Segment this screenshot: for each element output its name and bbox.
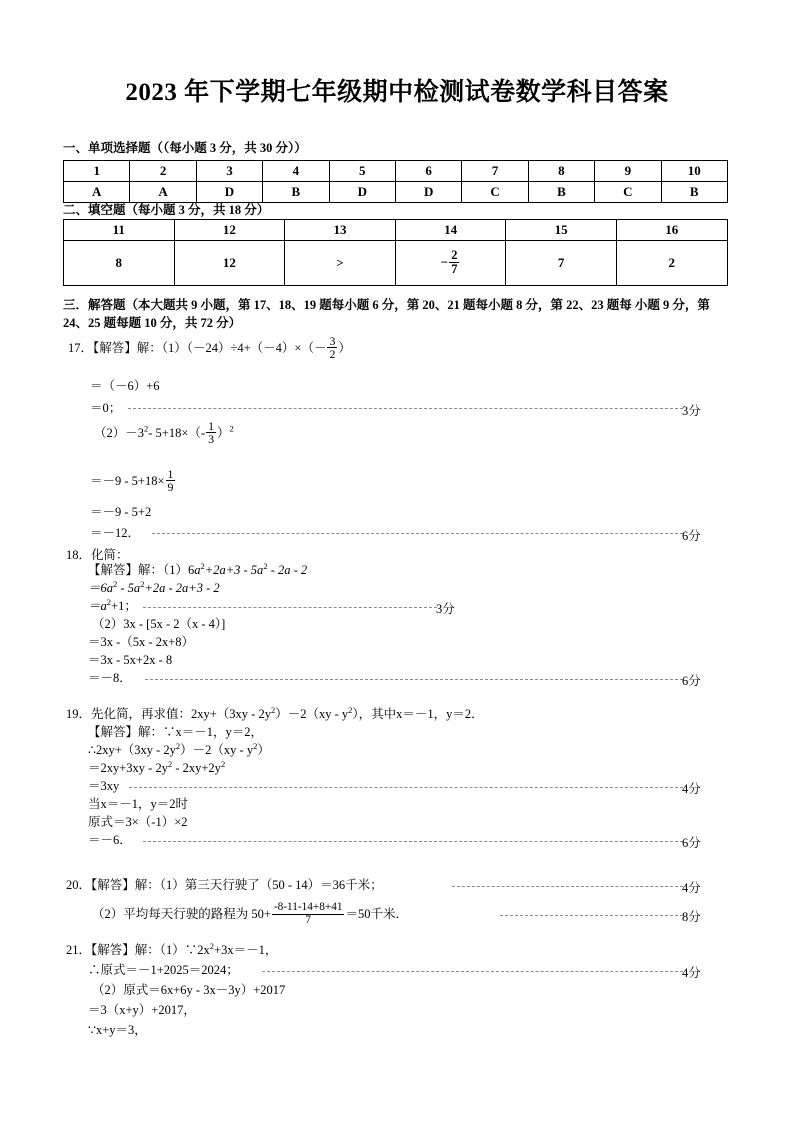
text: ）－2（xy - y [275,707,349,721]
table-cell-fraction [395,241,506,286]
choice-answer-table [63,160,728,203]
exponent: 2 [144,423,149,434]
table-cell: 8 [64,241,175,286]
table-cell: 3 [196,161,262,182]
table-cell: 12 [174,241,285,286]
text: ＝－9 - 5+18× [90,473,165,488]
q17-score-6: 6分 [682,529,701,543]
fraction-denominator: 3 [208,432,215,447]
q17-line-6: ＝－9 - 5+2 [90,505,152,519]
leader-rule [500,915,683,917]
exponent: 2 [270,704,276,715]
section-heading-choice: 一、单项选择题（（每小题 3 分，共 30 分）） [63,141,307,155]
table-cell: 8 [528,161,594,182]
q21-line-4: ＝3（x+y）+2017， [88,1003,196,1017]
leader-rule [145,679,683,681]
solve-heading-line2: 小题 9 分，第 24、25 题每题 10 分，共 72 分） [63,298,710,330]
q17-line-1 [68,336,351,362]
exponent: 2 [140,578,145,589]
table-cell: > [285,241,396,286]
table-cell: 16 [616,220,727,241]
text: ＝6a [88,581,114,595]
fraction [166,468,176,494]
q17-line-7: ＝－12． [90,526,141,540]
table-cell: D [196,182,262,203]
text: 19．先化简，再求值：2xy+（3xy - 2y [66,707,271,721]
table-cell: D [329,182,395,203]
exponent: 2 [200,560,205,571]
fraction [272,902,345,927]
q20-score-4: 4分 [682,881,701,895]
q19-line-4: ＝3xy [88,779,120,793]
table-cell: A [64,182,130,203]
q19-line-1: 【解答】解：∵x＝－1，y＝2， [88,725,264,739]
exponent: 2 [113,578,118,589]
table-cell: D [395,182,461,203]
text: +2a - 2a+3 - 2 [144,581,220,595]
table-cell: 12 [174,220,285,241]
text: +1； [111,599,137,613]
text: ） [257,743,270,757]
fraction-denominator: 2 [329,347,336,362]
table-row-blank-answers [64,241,728,286]
fraction-denominator: 9 [167,480,174,495]
q21-line-2: ∴原式＝－1+2025＝2024； [88,963,239,977]
text: ），其中x＝－1，y＝2． [352,707,484,721]
exponent: 2 [253,740,258,751]
q19-line-7: ＝－6． [88,833,132,847]
table-cell: 2 [130,161,196,182]
q19-score-4: 4分 [682,782,701,796]
table-cell: 7 [462,161,528,182]
q18-line-3 [88,596,137,614]
fraction-numerator: 3 [329,334,336,348]
exponent: 2 [175,740,181,751]
table-cell: C [595,182,661,203]
text: a [194,563,201,577]
text: 21．【解答】解：（1）∵2x [66,943,210,957]
fraction [327,335,337,361]
q21-score-4: 4分 [682,966,701,980]
q17-score-3: 3分 [682,404,701,418]
section-heading-solve [63,296,735,332]
table-cell: 1 [64,161,130,182]
q18-score-3: 3分 [436,602,455,616]
page-title: 2023 年下学期七年级期中检测试卷数学科目答案 [125,79,669,106]
q17-label-tail: ） [338,340,351,355]
table-cell: 9 [595,161,661,182]
q18-score-6: 6分 [682,674,701,688]
table-cell: 14 [395,220,506,241]
q18-line-7: ＝－8． [88,671,132,685]
q19-label [66,704,484,722]
table-row-blank-numbers [64,220,728,241]
fraction [449,249,459,276]
text: ） [217,425,230,440]
leader-rule [129,787,683,789]
q18-line-2 [88,578,220,596]
fraction-numerator: 1 [167,467,174,481]
q19-line-2 [88,740,270,758]
q21-line-5: ∵x+y＝3， [88,1023,147,1037]
text: ）－2（xy - y [180,743,254,757]
text: - 2a - 2 [267,563,308,577]
q17-line-2: ＝（－6）+6 [90,379,160,393]
text: 【解答】解：（1）6 [88,563,195,577]
table-cell: A [130,182,196,203]
q19-line-3 [88,758,226,776]
exponent: 2 [209,940,215,951]
leader-rule [128,408,683,410]
exponent: 2 [348,704,353,715]
table-cell: 7 [506,241,617,286]
table-cell: 15 [506,220,617,241]
text: ＝a [88,599,107,613]
table-cell: 6 [395,161,461,182]
text: +3x＝－1， [214,943,278,957]
exponent: 2 [263,560,268,571]
text: +2a+3 - 5a [204,563,264,577]
leader-rule [262,971,683,973]
blank-answer-table [63,219,728,286]
leader-rule [452,886,683,888]
table-cell: 5 [329,161,395,182]
q21-line-3: （2）原式＝6x+6y - 3x－3y）+2017 [92,983,286,997]
table-cell: 10 [661,161,727,182]
q17-line-3: ＝0； [90,401,122,415]
q18-line-5: ＝3x -（5x - 2x+8） [88,635,194,649]
fraction-denominator: 7 [272,914,345,927]
q21-line-1 [66,940,278,958]
fraction [206,420,216,446]
exponent: 2 [167,758,173,769]
table-cell: 11 [64,220,175,241]
q18-line-6: ＝3x - 5x+2x - 8 [88,653,173,667]
leader-rule [152,533,683,535]
exponent: 2 [106,596,112,607]
q20-line-2 [92,903,408,928]
solve-heading-line1: 三．解答题（本大题共 9 小题，第 17、18、19 题每小题 6 分，第 20、21 题每小题 8 分，第 22、23 题每 [63,298,632,312]
exponent: 2 [220,758,226,769]
q18-line-1 [88,560,308,578]
table-row-choice-numbers [64,161,728,182]
q20-score-8: 8分 [682,910,701,924]
text: - 5a [117,581,141,595]
text: - 2xy+2y [172,761,221,775]
table-cell: C [462,182,528,203]
table-cell: 4 [263,161,329,182]
q20-line-1: 20．【解答】解：（1）第三天行驶了（50 - 14）＝36千米； [66,878,383,892]
text: ＝2xy+3xy - 2y [88,761,168,775]
q19-line-6: 原式＝3×（-1）×2 [88,815,188,829]
fraction-denominator: 7 [451,261,458,276]
table-cell: 2 [616,241,727,286]
table-cell: B [661,182,727,203]
section-heading-blank: 二、填空题（每小题 3 分，共 18 分） [63,203,270,217]
leader-rule [143,841,683,843]
q17-label: 17．【解答】解：（1）（－24）÷4+（－4）×（－ [68,340,327,355]
table-cell: B [528,182,594,203]
table-cell: 13 [285,220,396,241]
fraction-sign: − [440,253,449,269]
text: （2）平均每天行驶的路程为 50+ [92,907,271,922]
text: ＝50千米． [345,907,408,922]
table-cell: B [263,182,329,203]
q19-line-5: 当x＝－1，y＝2时 [88,797,189,811]
fraction-numerator: 1 [208,419,215,433]
q17-line-4 [94,421,234,447]
text: - 5+18×（- [148,425,206,440]
exponent: 2 [229,423,234,434]
text: （2）－3 [94,425,145,440]
fraction-numerator: -8-11-14+8+41 [273,901,343,913]
q19-score-6: 6分 [682,836,701,850]
fraction-numerator: 2 [451,247,458,262]
text: ∴2xy+（3xy - 2y [88,743,176,757]
leader-rule [143,607,437,609]
q18-line-4: （2）3x - [5x - 2（x - 4）] [92,617,226,631]
q17-line-5 [90,469,176,495]
q18-label: 18．化简： [66,548,129,562]
